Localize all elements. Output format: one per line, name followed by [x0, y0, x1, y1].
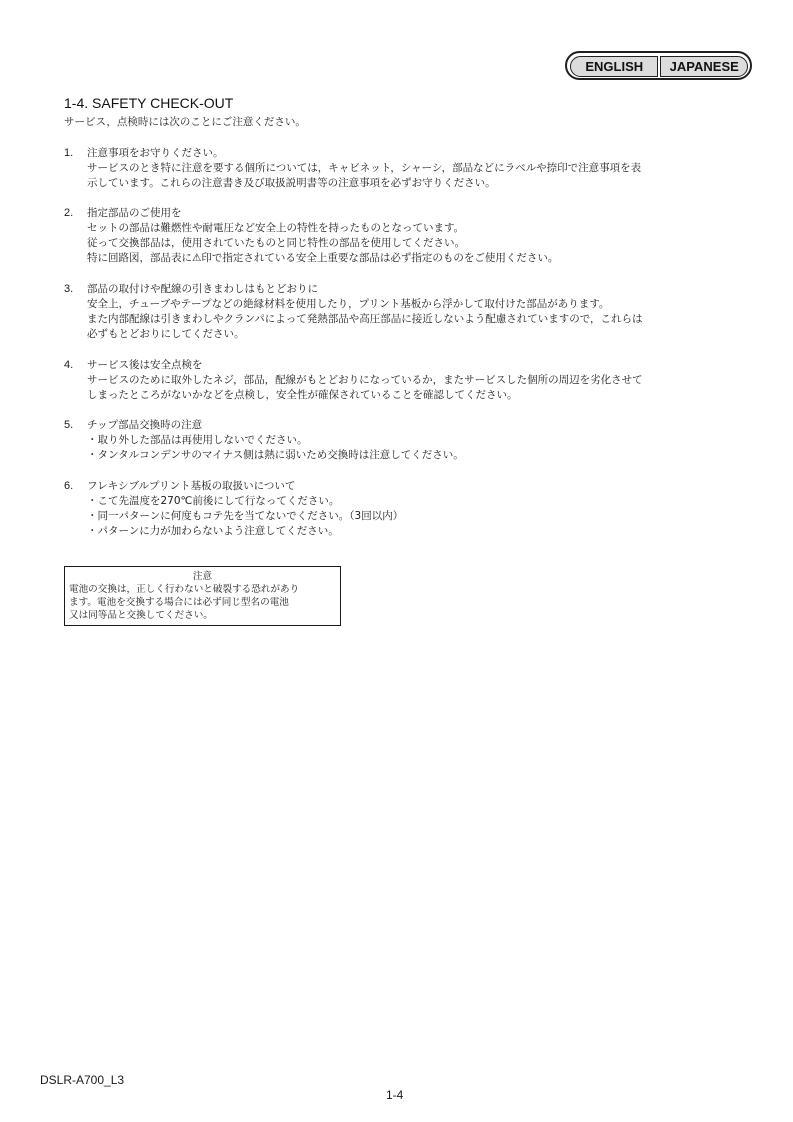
- caution-line: 電池の交換は，正しく行わないと破裂する恐れがあり: [69, 584, 300, 595]
- model-code: DSLR-A700_L3: [40, 1073, 125, 1087]
- safety-item-6: [64, 479, 744, 539]
- item-line: 従って交換部品は，使用されていたものと同じ特性の部品を使用してください。: [87, 237, 465, 249]
- item-line: しまったところがないかなどを点検し，安全性が確保されていることを確認してください。: [87, 389, 518, 401]
- item-heading: 注意事項をお守りください。: [87, 147, 224, 159]
- page-number: 1-4: [386, 1088, 404, 1102]
- safety-item-2: [64, 206, 744, 266]
- caution-line: 又は同等品と交換してください。: [69, 610, 213, 621]
- section-intro: サービス，点検時には次のことにご注意ください。: [64, 116, 306, 128]
- item-line: セットの部品は難燃性や耐電圧など安全上の特性を持ったものとなっています。: [87, 222, 465, 234]
- battery-caution-box: [64, 566, 341, 626]
- item-line: 示しています。これらの注意書き及び取扱説明書等の注意事項を必ずお守りください。: [87, 177, 496, 189]
- item-line: ・こて先温度を270℃前後にして行なってください。: [87, 495, 340, 507]
- item-line: ・タンタルコンデンサのマイナス側は熱に弱いため交換時は注意してください。: [87, 449, 464, 461]
- item-line: 必ずもとどおりにしてください。: [87, 328, 245, 340]
- language-toggle: [565, 51, 752, 80]
- item-line: ・パターンに力が加わらないよう注意してください。: [87, 525, 339, 537]
- safety-item-5: [64, 418, 744, 463]
- item-line: ・取り外した部品は再使用しないでください。: [87, 434, 308, 446]
- item-line: ・同一パターンに何度もコテ先を当てないでください。（3回以内）: [87, 510, 404, 522]
- item-heading: サービス後は安全点検を: [87, 359, 203, 371]
- safety-item-4: [64, 358, 744, 403]
- caution-title: 注意: [192, 571, 213, 582]
- japanese-button[interactable]: JAPANESE: [660, 56, 748, 77]
- caution-line: ます。電池を交換する場合には必ず同じ型名の電池: [69, 597, 289, 608]
- item-line: 特に回路図，部品表に⚠印で指定されている安全上重要な部品は必ず指定のものをご使用ください。: [87, 252, 559, 264]
- item-heading: チップ部品交換時の注意: [87, 419, 203, 431]
- item-number: 6.: [64, 480, 74, 492]
- item-number: 2.: [64, 207, 74, 219]
- item-line: 安全上，チューブやテープなどの絶縁材料を使用したり，プリント基板から浮かして取付けた部品があります。: [87, 298, 610, 310]
- item-heading: フレキシブルプリント基板の取扱いについて: [87, 480, 296, 492]
- item-line: また内部配線は引きまわしやクランパによって発熱部品や高圧部品に接近しないよう配慮されていますので，これらは: [87, 313, 643, 325]
- safety-item-1: [64, 146, 744, 191]
- item-number: 1.: [64, 147, 74, 159]
- english-button[interactable]: ENGLISH: [570, 56, 658, 77]
- section-title: 1-4. SAFETY CHECK-OUT: [64, 95, 234, 111]
- item-number: 3.: [64, 283, 74, 295]
- safety-item-3: [64, 282, 744, 342]
- item-heading: 指定部品のご使用を: [87, 207, 182, 219]
- item-heading: 部品の取付けや配線の引きまわしはもとどおりに: [87, 283, 318, 295]
- item-line: サービスのとき特に注意を要する個所については，キャビネット，シャーシ，部品などにラベルや捺印で注意事項を表: [87, 162, 642, 174]
- item-number: 4.: [64, 359, 74, 371]
- item-number: 5.: [64, 419, 74, 431]
- item-line: サービスのために取外したネジ，部品，配線がもとどおりになっているか，またサービスした個所の周辺を劣化させて: [87, 374, 643, 386]
